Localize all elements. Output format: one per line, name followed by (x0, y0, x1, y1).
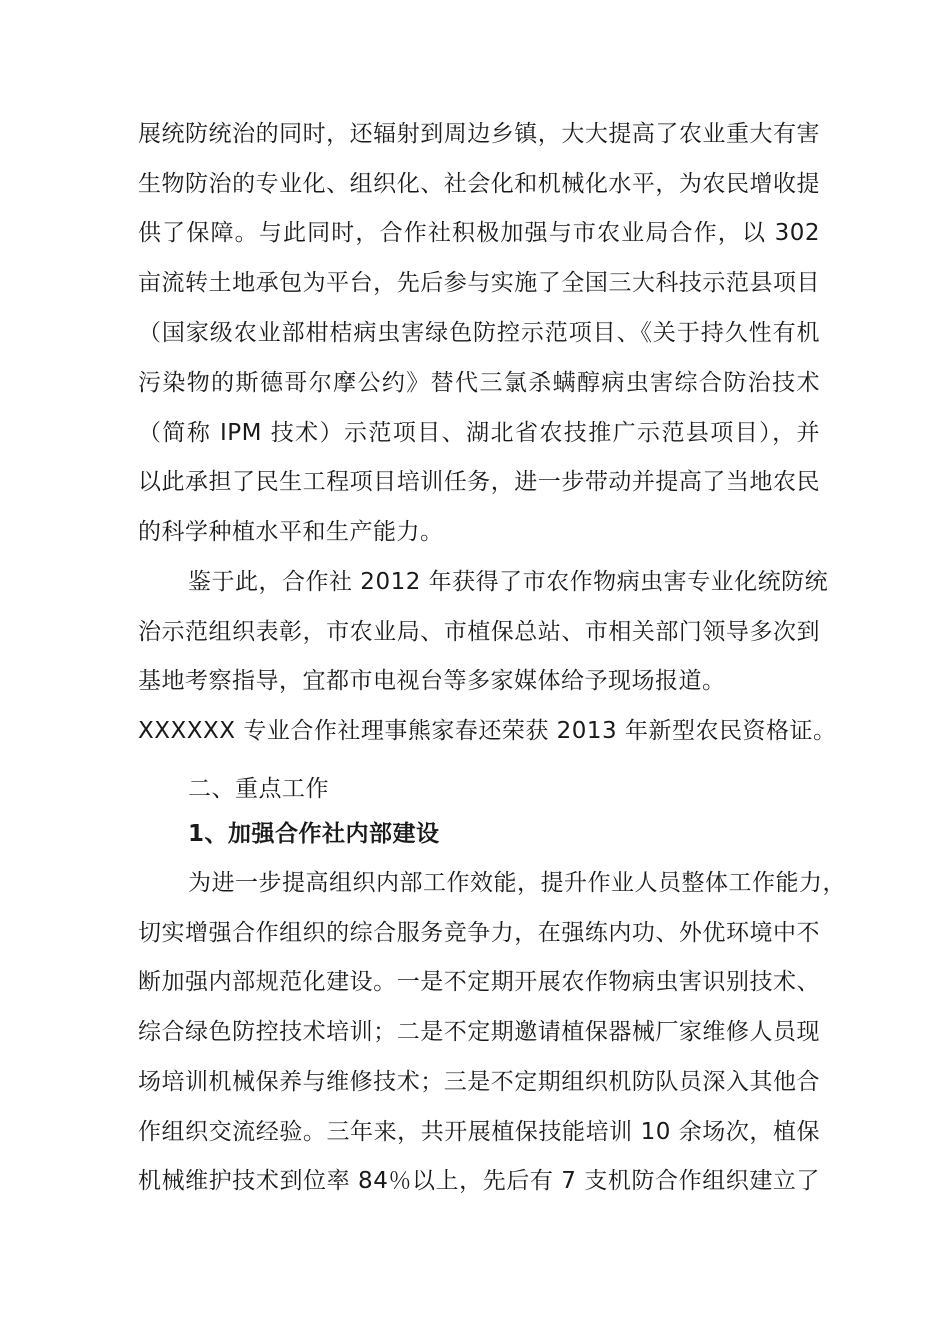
para3-line-2: 切实增强合作组织的综合服务竞争力，在强练内功、外优环境中不 (138, 920, 820, 946)
para3-line-6: 作组织交流经验。三年来，共开展植保技能培训 10 余场次，植保 (138, 1119, 820, 1145)
para3-line-4: 综合绿色防控技术培训；二是不定期邀请植保器械厂家维修人员现 (138, 1019, 820, 1045)
para1-line-7: （简称 IPM 技术）示范项目、湖北省农技推广示范县项目），并 (138, 420, 820, 446)
para1-line-3: 供了保障。与此同时，合作社积极加强与市农业局合作，以 302 (138, 220, 820, 246)
para1-line-2: 生物防治的专业化、组织化、社会化和机械化水平，为农民增收提 (138, 171, 820, 197)
subsection-heading: 1、加强合作社内部建设 (188, 821, 440, 847)
para1-line-6: 污染物的斯德哥尔摩公约》替代三氯杀螨醇病虫害综合防治技术 (138, 370, 820, 396)
para1-line-4: 亩流转土地承包为平台，先后参与实施了全国三大科技示范县项目 (138, 270, 820, 296)
para1-line-5: （国家级农业部柑桔病虫害绿色防控示范项目、《关于持久性有机 (138, 320, 820, 346)
para3-line-7: 机械维护技术到位率 84％以上，先后有 7 支机防合作组织建立了 (138, 1168, 820, 1194)
para3-line-3: 断加强内部规范化建设。一是不定期开展农作物病虫害识别技术、 (138, 969, 820, 995)
para3-line-5: 场培训机械保养与维修技术；三是不定期组织机防队员深入其他合 (138, 1069, 820, 1095)
para2-line-4: XXXXXX 专业合作社理事熊家春还荣获 2013 年新型农民资格证。 (138, 718, 837, 744)
para2-line-3: 基地考察指导，宜都市电视台等多家媒体给予现场报道。 (138, 668, 726, 694)
para1-line-8: 以此承担了民生工程项目培训任务，进一步带动并提高了当地农民 (138, 469, 820, 495)
para1-line-9: 的科学种植水平和生产能力。 (138, 519, 444, 545)
section-heading: 二、重点工作 (188, 776, 329, 802)
para3-line-1: 为进一步提高组织内部工作效能，提升作业人员整体工作能力， (188, 870, 846, 896)
para2-line-2: 治示范组织表彰，市农业局、市植保总站、市相关部门领导多次到 (138, 619, 820, 645)
para1-line-1: 展统防统治的同时，还辐射到周边乡镇，大大提高了农业重大有害 (138, 121, 820, 147)
para2-line-1: 鉴于此，合作社 2012 年获得了市农作物病虫害专业化统防统 (188, 569, 829, 595)
